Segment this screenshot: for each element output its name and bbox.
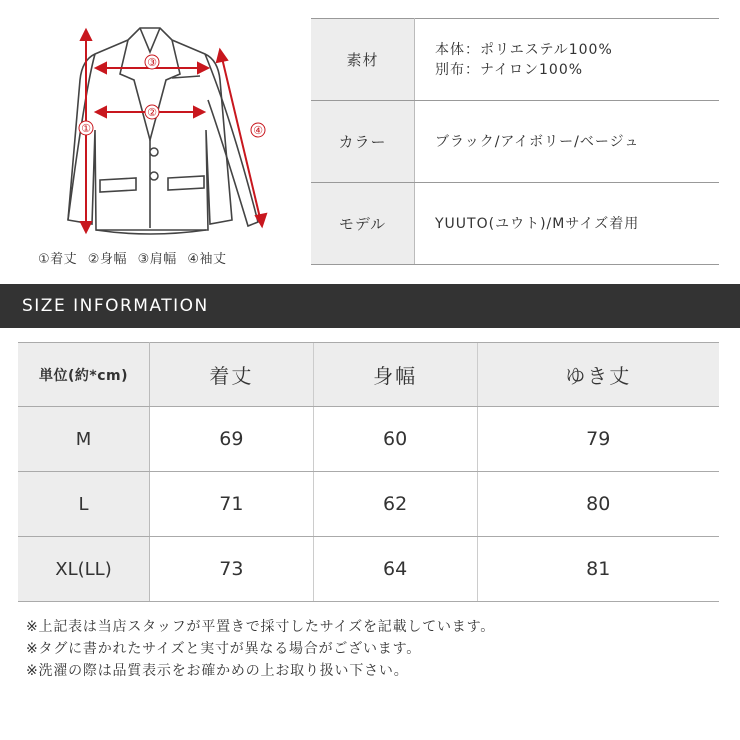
spec-value-material-body: 本体：ポリエステル100% xyxy=(435,41,613,58)
table-cell: 60 xyxy=(313,407,477,472)
spec-value-model: YUUTO(ユウト)/Mサイズ着用 xyxy=(415,183,720,265)
legend-length: ①着丈 xyxy=(38,252,78,267)
measurement-legend xyxy=(38,248,278,267)
table-row xyxy=(18,537,719,602)
spec-label-model: モデル xyxy=(311,183,415,265)
table-cell: 73 xyxy=(150,537,314,602)
marker-1: ① xyxy=(81,122,91,135)
jacket-diagram xyxy=(0,0,300,280)
size-label: XL(LL) xyxy=(18,537,150,602)
button-icon xyxy=(150,172,158,180)
column-width: 身幅 xyxy=(313,343,477,407)
size-table-header xyxy=(18,343,719,407)
column-sleeve: ゆき丈 xyxy=(477,343,719,407)
note-tag-size: ※タグに書かれたサイズと実寸が異なる場合がございます。 xyxy=(26,641,422,657)
table-cell: 80 xyxy=(477,472,719,537)
table-cell: 81 xyxy=(477,537,719,602)
size-label: M xyxy=(18,407,150,472)
table-cell: 62 xyxy=(313,472,477,537)
table-row xyxy=(18,472,719,537)
spec-label-material: 素材 xyxy=(311,19,415,101)
table-row xyxy=(18,407,719,472)
note-washing: ※洗濯の際は品質表示をお確かめの上お取り扱い下さい。 xyxy=(26,663,409,679)
spec-table xyxy=(311,18,719,265)
spec-value-material-lining: 別布：ナイロン100% xyxy=(435,61,584,78)
size-information-banner: SIZE INFORMATION xyxy=(0,284,740,328)
table-cell: 71 xyxy=(150,472,314,537)
table-cell: 64 xyxy=(313,537,477,602)
jacket-outline-icon xyxy=(68,28,258,234)
table-cell: 79 xyxy=(477,407,719,472)
note-measurement: ※上記表は当店スタッフが平置きで採寸したサイズを記載しています。 xyxy=(26,619,496,635)
button-icon xyxy=(150,148,158,156)
size-label: L xyxy=(18,472,150,537)
spec-label-color: カラー xyxy=(311,101,415,183)
marker-2: ② xyxy=(147,106,157,119)
spec-row-model xyxy=(311,183,719,265)
spec-row-material xyxy=(311,19,719,101)
column-length: 着丈 xyxy=(150,343,314,407)
size-table xyxy=(18,342,719,602)
marker-3: ③ xyxy=(147,56,157,69)
legend-shoulder: ③肩幅 xyxy=(137,252,177,267)
spec-value-color: ブラック/アイボリー/ベージュ xyxy=(415,101,720,183)
marker-4: ④ xyxy=(253,124,263,137)
legend-chest: ②身幅 xyxy=(87,252,127,267)
unit-label: 単位(約*cm) xyxy=(18,343,150,407)
spec-row-color xyxy=(311,101,719,183)
table-cell: 69 xyxy=(150,407,314,472)
legend-sleeve: ④袖丈 xyxy=(187,252,227,267)
notes xyxy=(26,616,495,682)
measurement-lines xyxy=(81,30,266,232)
